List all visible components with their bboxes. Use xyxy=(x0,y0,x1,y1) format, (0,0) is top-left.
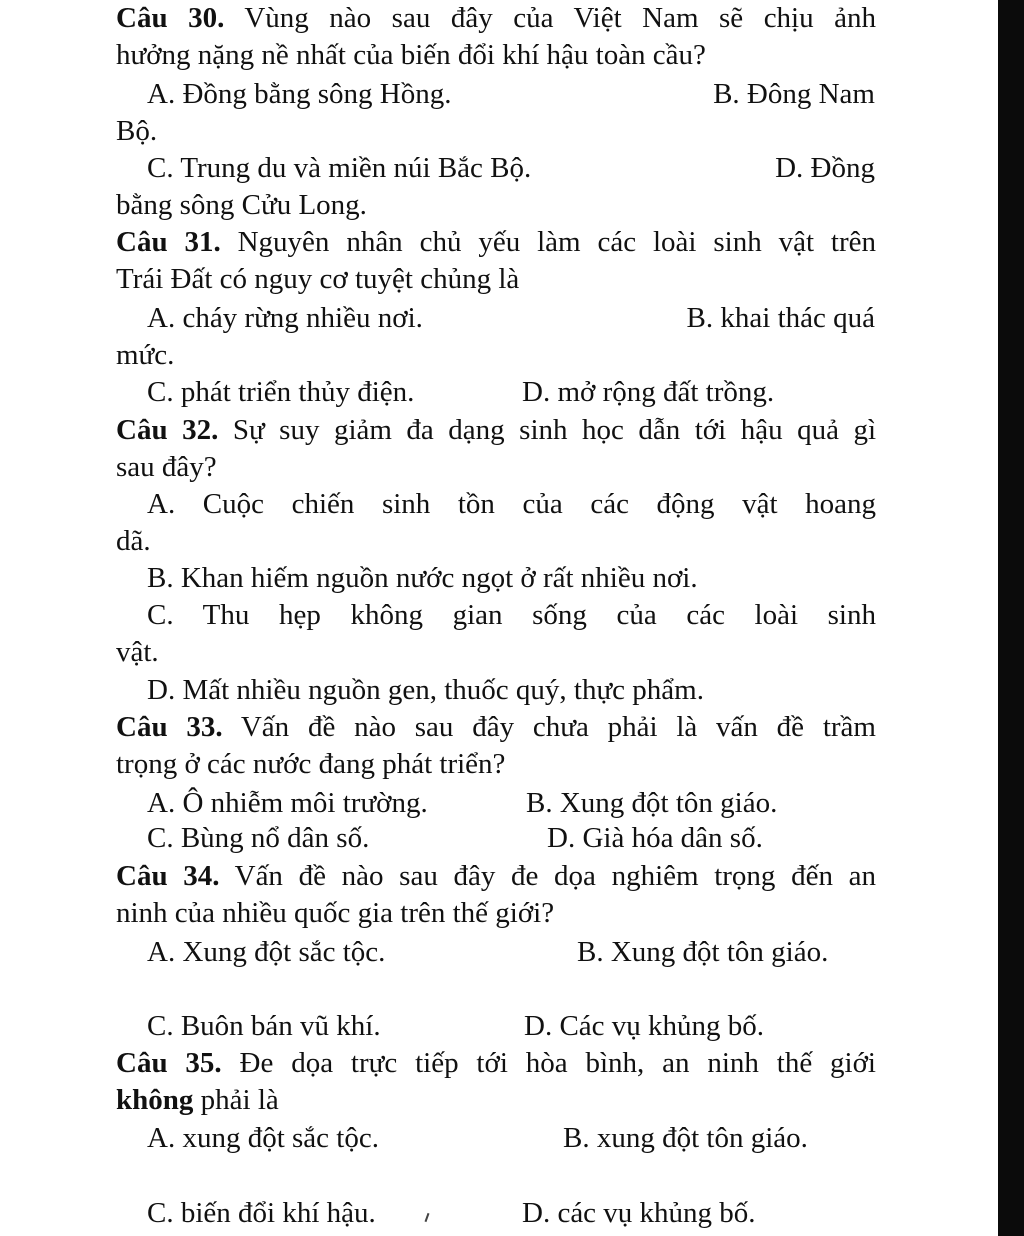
question-33-option-b: B. Xung đột tôn giáo. xyxy=(526,787,778,819)
question-32-option-a-cont: dã. xyxy=(116,525,151,557)
question-34-option-d: D. Các vụ khủng bố. xyxy=(524,1010,765,1042)
stray-pen-mark xyxy=(425,1213,430,1222)
question-30-label: Câu 30. xyxy=(116,2,225,34)
question-31-option-b-cont: mức. xyxy=(116,339,175,371)
question-31-stem-cont: Trái Đất có nguy cơ tuyệt chủng là xyxy=(116,263,520,295)
question-31-option-d: D. mở rộng đất trồng. xyxy=(522,376,775,408)
question-34-option-c: C. Buôn bán vũ khí. xyxy=(147,1010,381,1042)
question-32-option-b: B. Khan hiếm nguồn nước ngọt ở rất nhiều nơi. xyxy=(147,562,698,594)
question-31-stem: Câu 31. Nguyên nhân chủ yếu làm các loài sinh vật trên xyxy=(116,226,876,258)
question-35-emphasis: không xyxy=(116,1084,194,1116)
question-31-option-b: B. khai thác quá xyxy=(686,302,875,334)
question-33-option-a: A. Ô nhiễm môi trường. xyxy=(147,787,428,819)
question-30-option-b: B. Đông Nam xyxy=(713,78,875,110)
question-33-label: Câu 33. xyxy=(116,711,223,743)
page-edge-shadow xyxy=(998,0,1024,1236)
question-35-option-c: C. biến đổi khí hậu. xyxy=(147,1197,376,1229)
question-32-option-c-cont: vật. xyxy=(116,636,159,668)
question-32-option-d: D. Mất nhiều nguồn gen, thuốc quý, thực phẩm. xyxy=(147,674,704,706)
question-35-stem-cont: không phải là xyxy=(116,1084,279,1116)
question-31-label: Câu 31. xyxy=(116,226,221,258)
question-35-option-b: B. xung đột tôn giáo. xyxy=(563,1122,808,1154)
question-35-label: Câu 35. xyxy=(116,1047,222,1079)
question-34-label: Câu 34. xyxy=(116,860,220,892)
question-33-option-d: D. Già hóa dân số. xyxy=(547,822,763,854)
question-34-stem-cont: ninh của nhiều quốc gia trên thế giới? xyxy=(116,897,555,929)
question-33-option-c: C. Bùng nổ dân số. xyxy=(147,822,370,854)
question-30-option-d-cont: bằng sông Cửu Long. xyxy=(116,189,367,221)
question-30-option-d: D. Đồng xyxy=(775,152,875,184)
question-30-option-a: A. Đồng bằng sông Hồng. xyxy=(147,78,452,110)
question-30-option-c: C. Trung du và miền núi Bắc Bộ. xyxy=(147,152,532,184)
question-32-stem-cont: sau đây? xyxy=(116,451,217,483)
question-30-stem-cont: hưởng nặng nề nhất của biến đổi khí hậu toàn cầu? xyxy=(116,39,706,71)
question-33-stem-cont: trọng ở các nước đang phát triển? xyxy=(116,748,506,780)
question-34-stem: Câu 34. Vấn đề nào sau đây đe dọa nghiêm trọng đến an xyxy=(116,860,876,892)
question-32-label: Câu 32. xyxy=(116,414,219,446)
question-31-option-c: C. phát triển thủy điện. xyxy=(147,376,415,408)
question-32-option-c: C. Thu hẹp không gian sống của các loài sinh xyxy=(147,599,876,631)
question-31-option-a: A. cháy rừng nhiều nơi. xyxy=(147,302,423,334)
question-33-stem: Câu 33. Vấn đề nào sau đây chưa phải là vấn đề trầm xyxy=(116,711,876,743)
question-32-stem: Câu 32. Sự suy giảm đa dạng sinh học dẫn tới hậu quả gì xyxy=(116,414,876,446)
question-34-option-a: A. Xung đột sắc tộc. xyxy=(147,936,386,968)
question-35-option-a: A. xung đột sắc tộc. xyxy=(147,1122,379,1154)
question-30-stem: Câu 30. Vùng nào sau đây của Việt Nam sẽ chịu ảnh xyxy=(116,2,876,34)
question-32-option-a: A. Cuộc chiến sinh tồn của các động vật hoang xyxy=(147,488,876,520)
question-35-stem: Câu 35. Đe dọa trực tiếp tới hòa bình, an ninh thế giới xyxy=(116,1047,876,1079)
question-35-option-d: D. các vụ khủng bố. xyxy=(522,1197,756,1229)
question-30-option-b-cont: Bộ. xyxy=(116,115,158,147)
question-34-option-b: B. Xung đột tôn giáo. xyxy=(577,936,829,968)
